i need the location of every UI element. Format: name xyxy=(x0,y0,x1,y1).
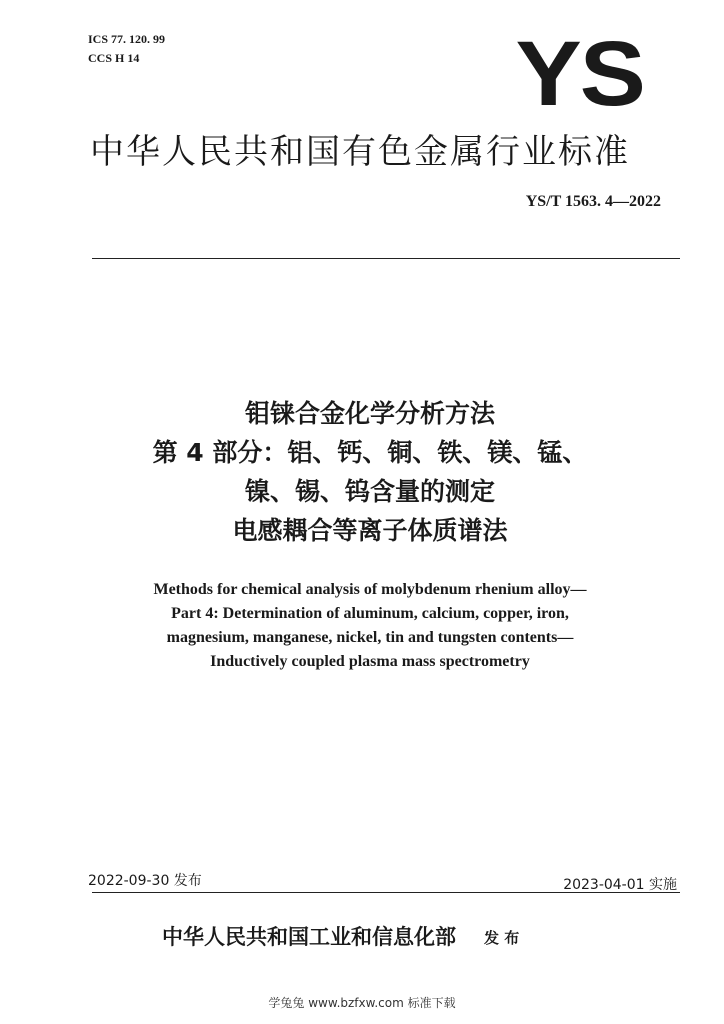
issuer-name: 中华人民共和国工业和信息化部 xyxy=(162,924,456,949)
header-divider xyxy=(92,258,680,259)
issue-date: 2022-09-30 发布 xyxy=(88,873,202,889)
chinese-title-line-1: 钼铼合金化学分析方法 xyxy=(244,399,495,428)
english-title xyxy=(90,578,650,674)
english-title-line-4: Inductively coupled plasma mass spectrometry xyxy=(210,653,530,670)
chinese-title-line-3: 镍、锡、钨含量的测定 xyxy=(244,477,495,506)
ys-logo: YS xyxy=(515,23,644,125)
issuing-authority xyxy=(162,921,519,951)
english-title-line-3: magnesium, manganese, nickel, tin and tungsten contents— xyxy=(166,629,574,646)
chinese-title-line-4: 电感耦合等离子体质谱法 xyxy=(232,516,508,545)
effective-date: 2023-04-01 实施 xyxy=(563,877,677,893)
chinese-title xyxy=(90,394,650,550)
ics-code: ICS 77. 120. 99 xyxy=(88,32,166,46)
issuer-verb: 发 布 xyxy=(484,929,520,947)
standard-category-title: 中华人民共和国有色金属行业标准 xyxy=(90,132,630,172)
ccs-code: CCS H 14 xyxy=(88,51,140,65)
footer-divider xyxy=(92,892,680,893)
english-title-line-1: Methods for chemical analysis of molybdenum rhenium alloy— xyxy=(153,581,587,598)
chinese-title-line-2: 第 4 部分：铝、钙、铜、铁、镁、锰、 xyxy=(152,438,588,467)
standard-number: YS/T 1563. 4—2022 xyxy=(525,193,661,210)
english-title-line-2: Part 4: Determination of aluminum, calcium, copper, iron, xyxy=(171,605,569,622)
watermark-text: 学兔兔 www.bzfxw.com 标准下载 xyxy=(268,996,456,1010)
classification-codes xyxy=(88,30,165,68)
